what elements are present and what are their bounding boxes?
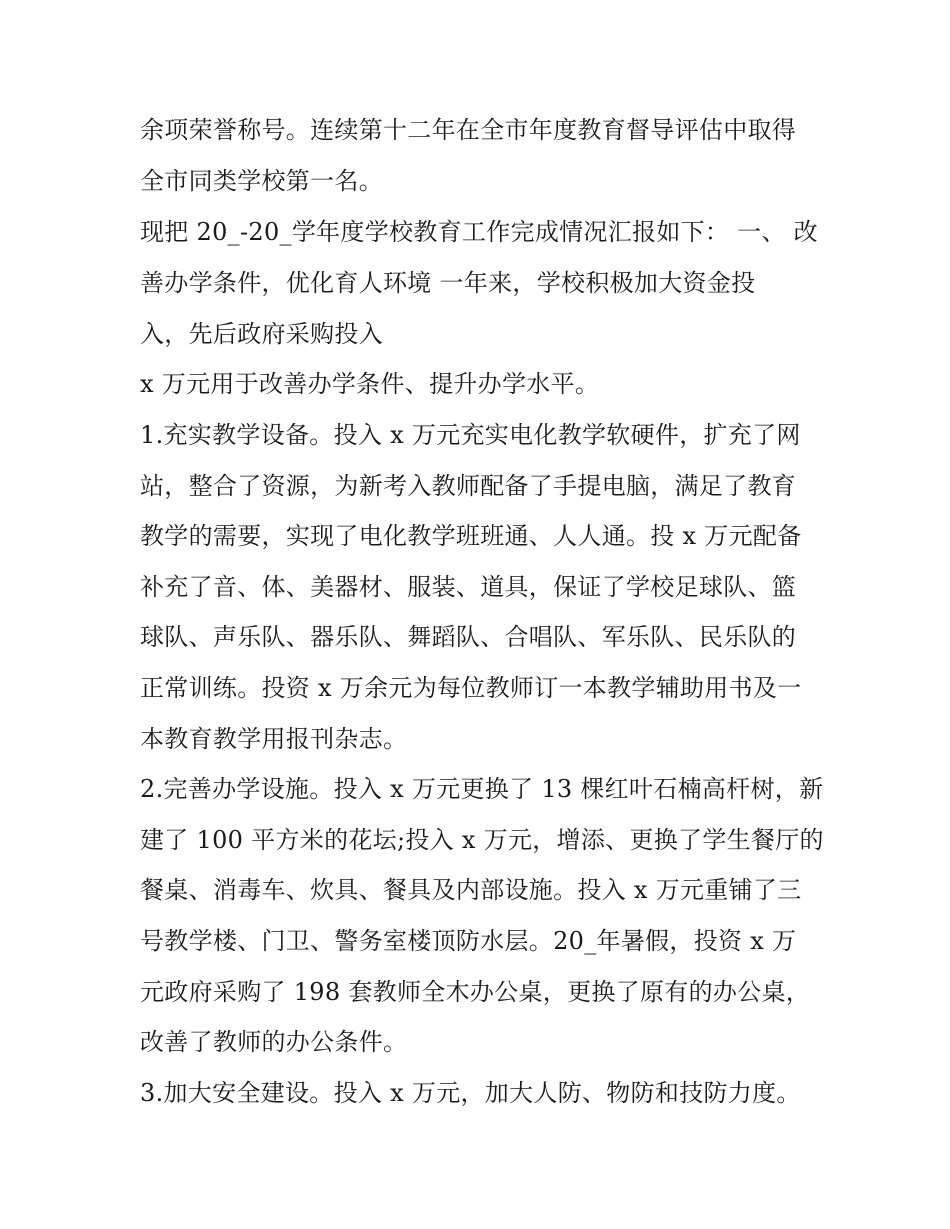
text-line: 补充了音、体、美器材、服装、道具，保证了学校足球队、篮	[140, 573, 797, 601]
text-line: 入，先后政府采购投入	[140, 320, 383, 348]
text-line: 1.充实教学设备。投入 x 万元充实电化教学软硬件，扩充了网	[140, 421, 801, 449]
text-line: 号教学楼、门卫、警务室楼顶防水层。20_年暑假，投资 x 万	[140, 927, 797, 955]
text-line: 2.完善办学设施。投入 x 万元更换了 13 棵红叶石楠高杆树，新	[140, 775, 824, 803]
text-line: 教学的需要，实现了电化教学班班通、人人通。投 x 万元配备	[140, 522, 802, 550]
text-line: 元政府采购了 198 套教师全木办公桌，更换了原有的办公桌，	[140, 978, 811, 1006]
text-line: 本教育教学用报刊杂志。	[140, 725, 408, 753]
text-line: 站，整合了资源，为新考入教师配备了手提电脑，满足了教育	[140, 472, 797, 500]
text-line: 现把 20_-20_学年度学校教育工作完成情况汇报如下： 一、 改	[140, 218, 818, 246]
text-line: 余项荣誉称号。连续第十二年在全市年度教育督导评估中取得	[140, 116, 797, 144]
text-line: 全市同类学校第一名。	[140, 167, 383, 195]
text-line: x 万元用于改善办学条件、提升办学水平。	[140, 370, 600, 398]
text-line: 3.加大安全建设。投入 x 万元，加大人防、物防和技防力度。	[140, 1079, 801, 1107]
text-line: 善办学条件，优化育人环境 一年来，学校积极加大资金投	[140, 269, 756, 297]
text-line: 正常训练。投资 x 万余元为每位教师订一本教学辅助用书及一	[140, 674, 802, 702]
text-line: 餐桌、消毒车、炊具、餐具及内部设施。投入 x 万元重铺了三	[140, 876, 802, 904]
text-line: 建了 100 平方米的花坛;投入 x 万元，增添、更换了学生餐厅的	[140, 826, 824, 854]
text-line: 改善了教师的办公条件。	[140, 1028, 408, 1056]
text-line: 球队、声乐队、器乐队、舞蹈队、合唱队、军乐队、民乐队的	[140, 623, 797, 651]
